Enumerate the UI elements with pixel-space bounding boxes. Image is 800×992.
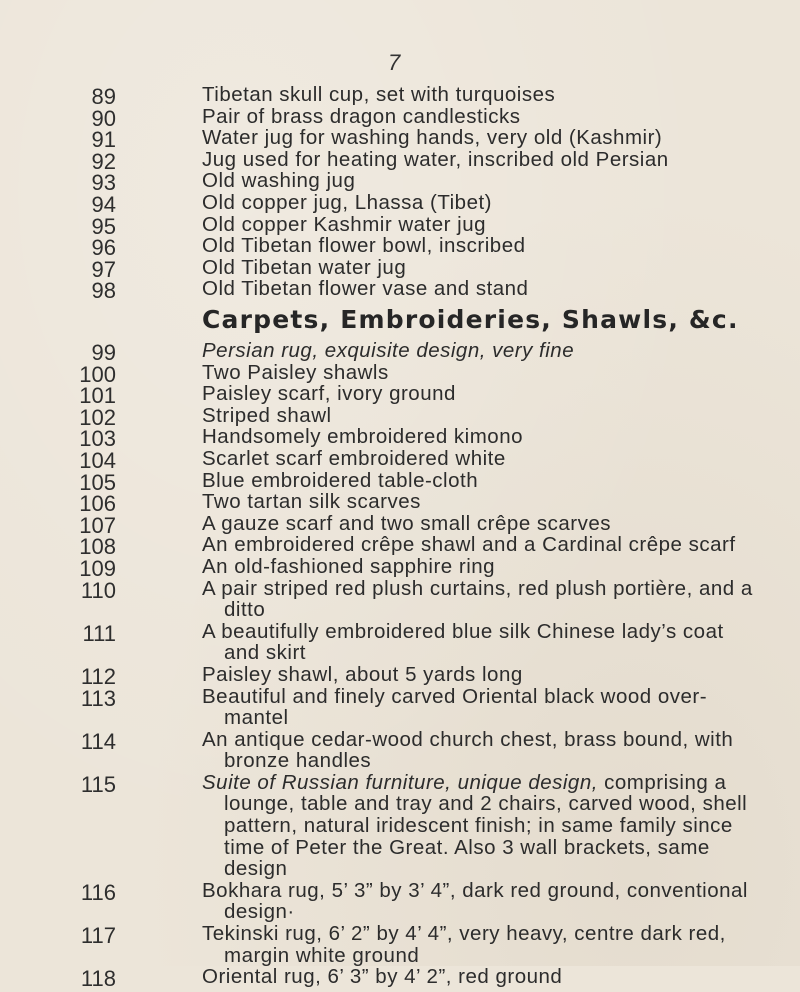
list-item: [0, 425, 800, 452]
list-item: [0, 729, 800, 772]
list-item: [0, 965, 800, 992]
lot-description: [202, 513, 800, 535]
description-continuation: time of Peter the Great. Also 3 wall brackets, same: [224, 835, 710, 859]
lot-description: [202, 448, 800, 470]
description-line: Paisley scarf, ivory ground: [202, 382, 456, 406]
page-number: 7: [388, 50, 401, 75]
list-item: [0, 83, 800, 109]
lot-number: 110: [80, 577, 116, 603]
description-line: An antique cedar-wood church chest, brass bound, with: [202, 727, 734, 751]
lot-description: Old copper jug, Lhassa (Tibet): [202, 190, 492, 214]
list-item: [0, 621, 800, 664]
item-list-top: [0, 83, 800, 304]
description-continuation: margin white ground: [224, 943, 420, 967]
description-continuation: ditto: [224, 598, 266, 622]
italic-phrase: Suite of Russian furniture, unique design,: [202, 770, 598, 794]
lot-number: 112: [80, 663, 116, 689]
lot-number: 111: [82, 620, 116, 646]
lot-description: Old Tibetan flower bowl, inscribed: [202, 234, 526, 258]
description-line: Handsomely embroidered kimono: [202, 425, 524, 449]
plain-phrase: comprising a: [597, 770, 727, 794]
description-continuation: mantel: [224, 706, 289, 730]
list-item: [0, 578, 800, 621]
lot-number: 118: [80, 966, 116, 992]
lot-number: 115: [80, 771, 116, 797]
lot-description: Old copper Kashmir water jug: [202, 212, 487, 236]
lot-number: 91: [91, 127, 116, 153]
description-continuation: design: [224, 857, 288, 881]
lot-number: 105: [79, 469, 116, 495]
description-continuation: design·: [224, 900, 295, 924]
lot-description: [202, 383, 800, 405]
lot-number: 108: [79, 534, 116, 560]
description-line: An old-fashioned sapphire ring: [202, 554, 496, 578]
lot-number: 114: [80, 728, 116, 754]
list-item: [0, 277, 800, 304]
lot-description: Jug used for heating water, inscribed old Persian: [202, 147, 669, 171]
description-line: Oriental rug, 6’ 3” by 4’ 2”, red ground: [202, 965, 563, 989]
description-line: An embroidered crêpe shawl and a Cardinal crêpe scarf: [202, 533, 736, 557]
list-item: [0, 772, 800, 880]
lot-number: 99: [91, 340, 116, 365]
lot-description: Old Tibetan water jug: [202, 255, 407, 279]
lot-description: [202, 729, 800, 772]
list-item: [0, 339, 800, 365]
lot-description: [202, 534, 800, 556]
description-line: Paisley shawl, about 5 yards long: [202, 662, 523, 686]
list-item: [0, 255, 800, 282]
list-item: [0, 382, 800, 409]
lot-description: [202, 621, 800, 664]
lot-description: Tibetan skull cup, set with turquoises: [202, 83, 556, 106]
list-item: [0, 490, 800, 517]
lot-description: [202, 362, 800, 384]
lot-description: [202, 664, 800, 686]
lot-number: 102: [79, 404, 116, 430]
description-continuation: pattern, natural iridescent finish; in same family since: [224, 814, 733, 838]
lot-number: 89: [91, 84, 116, 109]
lot-description: [202, 772, 800, 880]
description-line: Two Paisley shawls: [202, 360, 389, 384]
description-line: Bokhara rug, 5’ 3” by 3’ 4”, dark red ground, conventional: [202, 878, 748, 902]
description-line: Persian rug, exquisite design, very fine: [202, 339, 575, 362]
description-continuation: lounge, table and tray and 2 chairs, carved wood, shell: [224, 792, 748, 816]
description-line: Tekinski rug, 6’ 2” by 4’ 4”, very heavy, centre dark red,: [202, 922, 726, 946]
lot-number: 97: [91, 256, 116, 282]
description-line: [202, 772, 800, 794]
list-item: [0, 686, 800, 729]
lot-number: 98: [91, 278, 116, 304]
lot-description: [202, 966, 800, 988]
description-line: Two tartan silk scarves: [202, 490, 421, 514]
list-item: [0, 923, 800, 966]
lot-description: [202, 923, 800, 966]
list-item: [0, 446, 800, 473]
lot-number: 90: [91, 105, 116, 131]
lot-number: 117: [80, 923, 116, 949]
lot-number: 96: [91, 235, 116, 261]
list-item: [0, 511, 800, 538]
lot-description: [202, 578, 800, 621]
description-line: A beautifully embroidered blue silk Chinese lady’s coat: [202, 619, 724, 643]
lot-description: [202, 556, 800, 578]
lot-number: 100: [79, 361, 116, 387]
lot-description: Old washing jug: [202, 169, 356, 193]
list-item: [0, 662, 800, 689]
lot-description: [202, 340, 800, 362]
description-line: Blue embroidered table-cloth: [202, 468, 479, 492]
list-item: [0, 169, 800, 196]
description-continuation: and skirt: [224, 641, 306, 665]
lot-description: Water jug for washing hands, very old (Kashmir): [202, 126, 663, 150]
list-item: [0, 533, 800, 560]
lot-number: 107: [79, 512, 116, 538]
lot-description: [202, 426, 800, 448]
lot-description: [202, 880, 800, 923]
lot-number: 95: [91, 213, 116, 239]
list-item: [0, 126, 800, 153]
lot-number: 104: [79, 447, 116, 473]
list-item: [0, 880, 800, 923]
lot-description: [202, 686, 800, 729]
lot-number: 94: [91, 191, 116, 217]
description-line: Beautiful and finely carved Oriental black wood over-: [202, 684, 708, 708]
lot-number: 106: [79, 491, 116, 517]
list-item: [0, 468, 800, 495]
list-item: [0, 403, 800, 430]
lot-number: 101: [79, 383, 116, 409]
list-item: [0, 234, 800, 261]
lot-number: 113: [80, 685, 116, 711]
description-line: A gauze scarf and two small crêpe scarves: [202, 511, 612, 535]
list-item: [0, 554, 800, 581]
lot-number: 93: [91, 170, 116, 196]
description-continuation: bronze handles: [224, 749, 372, 773]
lot-number: 109: [79, 555, 116, 581]
lot-number: 103: [79, 426, 116, 452]
list-item: [0, 104, 800, 131]
lot-number: 92: [91, 148, 116, 174]
list-item: [0, 190, 800, 217]
lot-description: Old Tibetan flower vase and stand: [202, 277, 529, 301]
list-item: [0, 147, 800, 174]
lot-description: [202, 470, 800, 492]
lot-description: Pair of brass dragon candlesticks: [202, 104, 521, 128]
lot-number: 116: [80, 879, 116, 905]
description-line: Scarlet scarf embroidered white: [202, 446, 506, 470]
lot-description: [202, 405, 800, 427]
list-item: [0, 360, 800, 387]
description-line: Striped shawl: [202, 403, 332, 427]
description-line: A pair striped red plush curtains, red plush portière, and a: [202, 576, 753, 600]
lot-description: [202, 491, 800, 513]
section-heading: Carpets, Embroideries, Shawls, &c.: [202, 305, 739, 334]
list-item: [0, 212, 800, 239]
item-list-bottom: [0, 339, 800, 992]
